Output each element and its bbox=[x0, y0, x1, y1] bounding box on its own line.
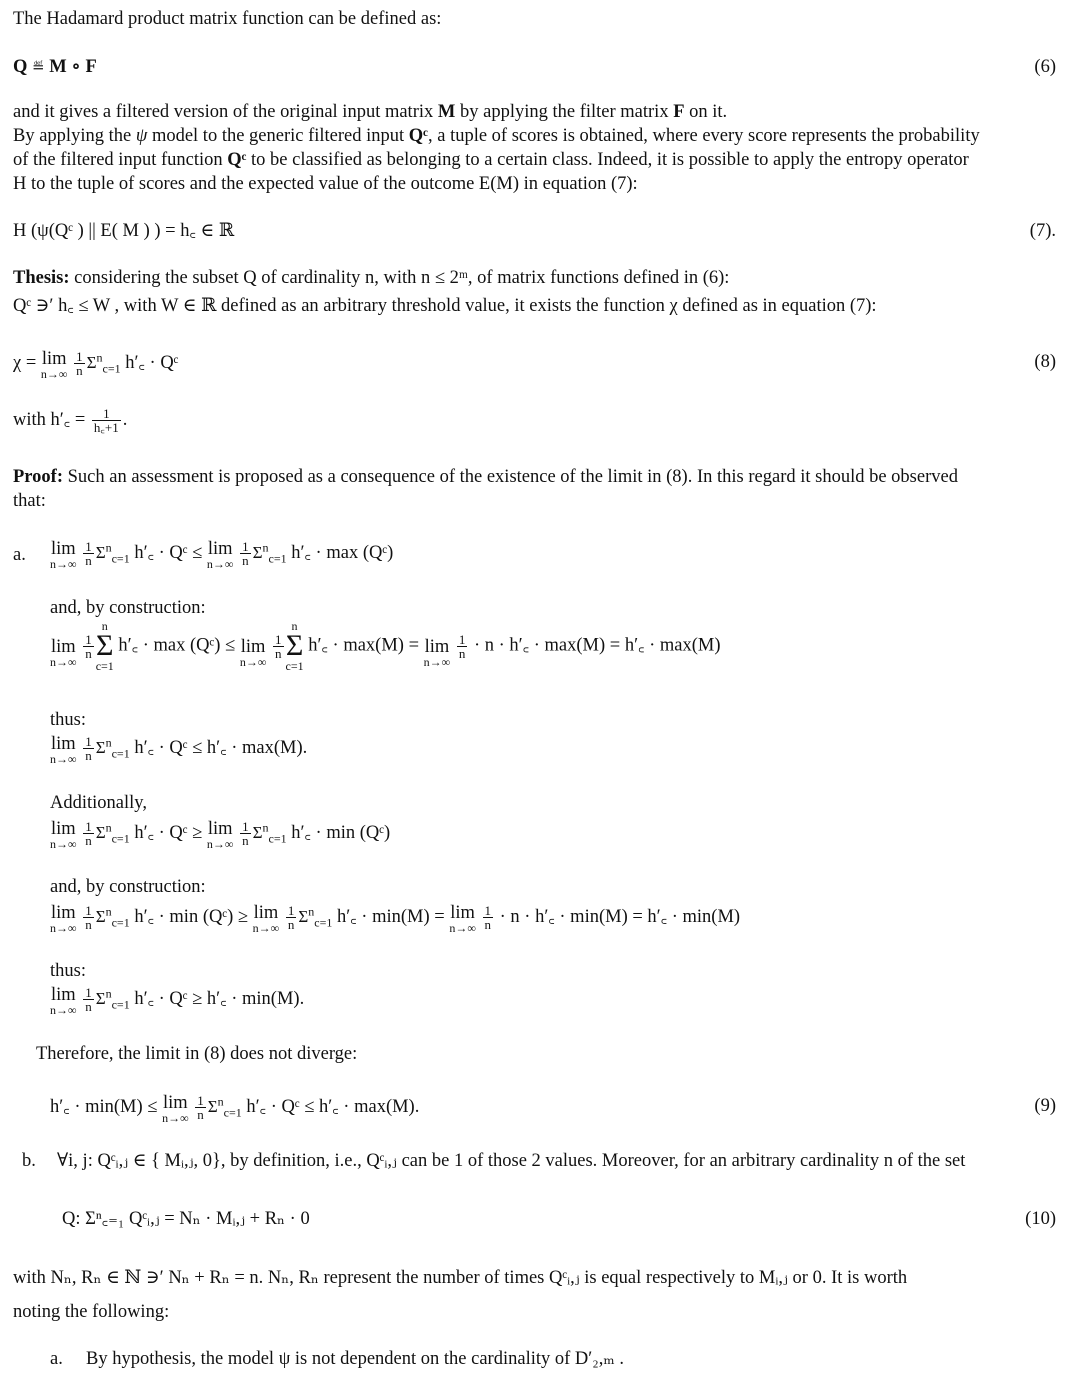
psi-line-2 bbox=[13, 148, 969, 172]
psi-line1-a: By applying the bbox=[13, 126, 132, 146]
psi-symbol: ψ bbox=[135, 126, 148, 146]
filtered-part3: on it. bbox=[689, 102, 728, 122]
psi-line1-b: model to the generic filtered input bbox=[151, 126, 405, 146]
item-a-label: a. bbox=[13, 545, 26, 565]
one-over-n: $\frac{1}{n}$ bbox=[76, 349, 83, 378]
filtered-f: F bbox=[673, 102, 685, 122]
eq7-number: (7). bbox=[1029, 221, 1056, 241]
thesis-text-1: considering the subset Q of cardinality n, with n ≤ 2ᵐ, of matrix functions defined in (6): bbox=[74, 268, 730, 288]
equation-9: h′꜀ · min(M) ≤ lim n→∞ $\frac{1}{n}$ $\Sigma^n_{c=1}$ h′꜀ · Qᶜ ≤ h′꜀ · max(M). bbox=[50, 1093, 420, 1125]
psi-line-1 bbox=[13, 124, 980, 148]
item-a-line-5: lim n→∞ $\frac{1}{n}$ $\Sigma^n_{c=1}$ h′꜀ · min (Qᶜ) ≥ lim n→∞ $\frac{1}{n}$ $\Sigma^n_{c=1}$ h′꜀ · min(M) = lim n→∞ $\frac{1}{n}$ · n · h′꜀ · min(M) = h′꜀ · min(M) bbox=[50, 903, 741, 935]
additionally: Additionally, bbox=[50, 793, 147, 813]
equation-8 bbox=[13, 350, 178, 380]
proof-line-2: that: bbox=[13, 491, 46, 511]
therefore-text: Therefore, the limit in (8) does not diverge: bbox=[36, 1044, 358, 1064]
eq6-lhs: Q bbox=[13, 57, 28, 77]
proof-line-1 bbox=[13, 465, 958, 489]
filtered-m: M bbox=[437, 102, 456, 122]
item-a-line-1: lim n→∞ $\frac{1}{n}$ $\Sigma^n_{c=1}$ h′꜀ · Qᶜ ≤ lim n→∞ $\frac{1}{n}$ $\Sigma^n_{c=1}$ h′꜀ · max (Qᶜ) bbox=[50, 539, 394, 571]
limit-operator: lim n→∞ bbox=[40, 349, 68, 381]
item-b-label: b. bbox=[22, 1151, 36, 1171]
psi-qc-2: Qᶜ bbox=[227, 150, 247, 170]
with-h-text: with h′꜀ = bbox=[13, 409, 86, 430]
thus-1: thus: bbox=[50, 710, 86, 730]
sum-symbol: $\Sigma^n_{c=1}$ bbox=[86, 350, 121, 376]
psi-qc: Qᶜ bbox=[408, 126, 428, 146]
with-h-tail: . bbox=[122, 409, 128, 430]
eq8-number: (8) bbox=[1034, 352, 1056, 372]
eq6-def-symbol: ≝ bbox=[32, 60, 45, 76]
with-h-fraction: $\frac{1}{h꜀+1}$ bbox=[93, 406, 119, 435]
with-n-line-2: noting the following: bbox=[13, 1302, 170, 1322]
thesis-line-1 bbox=[13, 266, 729, 290]
filtered-part2: by applying the filter matrix bbox=[459, 102, 669, 122]
with-h-definition bbox=[13, 407, 127, 434]
item-a-line-4: lim n→∞ $\frac{1}{n}$ $\Sigma^n_{c=1}$ h′꜀ · Qᶜ ≥ lim n→∞ $\frac{1}{n}$ $\Sigma^n_{c=1}$ h′꜀ · min (Qᶜ) bbox=[50, 819, 391, 851]
eq6-number: (6) bbox=[1034, 57, 1056, 77]
filtered-paragraph bbox=[13, 100, 727, 124]
final-item-label: a. bbox=[50, 1349, 63, 1369]
with-n-line-1: with Nₙ, Rₙ ∈ ℕ ∋′ Nₙ + Rₙ = n. Nₙ, Rₙ represent the number of times Qᶜᵢ,ⱼ is equal respectively to Mᵢ,ⱼ or 0. It is worth bbox=[13, 1268, 908, 1288]
proof-text-1: Such an assessment is proposed as a consequence of the existence of the limit in (8). In this regard it should be observed bbox=[67, 467, 958, 487]
equation-10: Q: Σⁿ꜀₌₁ Qᶜᵢ,ⱼ = Nₙ · Mᵢ,ⱼ + Rₙ · 0 bbox=[62, 1209, 310, 1229]
proof-label: Proof: bbox=[13, 467, 63, 487]
and-construction-2: and, by construction: bbox=[50, 877, 206, 897]
psi-line-3: H to the tuple of scores and the expected value of the outcome E(M) in equation (7): bbox=[13, 174, 638, 194]
psi-line2-b: to be classified as belonging to a certain class. Indeed, it is possible to apply the entropy operator bbox=[251, 150, 969, 170]
filtered-part1: and it gives a filtered version of the original input matrix bbox=[13, 102, 434, 122]
psi-line2-a: of the filtered input function bbox=[13, 150, 223, 170]
equation-7: H (ψ(Qᶜ ) || E( M ) ) = h꜀ ∈ ℝ bbox=[13, 221, 235, 241]
eq10-number: (10) bbox=[1025, 1209, 1056, 1229]
eq8-lhs: χ = bbox=[13, 352, 37, 373]
thesis-line-2: Qᶜ ∋′ h꜀ ≤ W , with W ∈ ℝ defined as an arbitrary threshold value, it exists the function χ defined as in equation (7): bbox=[13, 296, 877, 316]
equation-6 bbox=[13, 55, 97, 80]
eq9-number: (9) bbox=[1034, 1096, 1056, 1116]
item-a-line-3: lim n→∞ $\frac{1}{n}$ $\Sigma^n_{c=1}$ h′꜀ · Qᶜ ≤ h′꜀ · max(M). bbox=[50, 734, 308, 766]
intro-text: The Hadamard product matrix function can be defined as: bbox=[13, 9, 442, 29]
eq6-rhs: M ∘ F bbox=[49, 57, 97, 77]
and-construction-1: and, by construction: bbox=[50, 598, 206, 618]
eq8-body: h′꜀ · Qᶜ bbox=[125, 352, 179, 373]
thesis-label: Thesis: bbox=[13, 268, 70, 288]
thus-2: thus: bbox=[50, 961, 86, 981]
final-item-text: By hypothesis, the model ψ is not dependent on the cardinality of D′₂,ₘ . bbox=[86, 1349, 624, 1369]
psi-line1-c: , a tuple of scores is obtained, where every score represents the probability bbox=[427, 126, 980, 146]
item-a-line-6: lim n→∞ $\frac{1}{n}$ $\Sigma^n_{c=1}$ h′꜀ · Qᶜ ≥ h′꜀ · min(M). bbox=[50, 985, 305, 1017]
item-a-line-2: lim n→∞ $\frac{1}{n}$ n Σ c=1 h′꜀ · max (Qᶜ) ≤ lim n→∞ $\frac{1}{n}$ n Σ c=1 h′꜀ · max(M) = lim n→∞ $\frac{1}{n}$ · n · h′꜀ · max(M) = h′꜀ · max(M) bbox=[50, 619, 721, 673]
item-b-text: ∀i, j: Qᶜᵢ,ⱼ ∈ { Mᵢ,ⱼ, 0}, by definition, i.e., Qᶜᵢ,ⱼ can be 1 of those 2 values. Moreover, for an arbitrary cardinality n of the set bbox=[57, 1151, 966, 1171]
